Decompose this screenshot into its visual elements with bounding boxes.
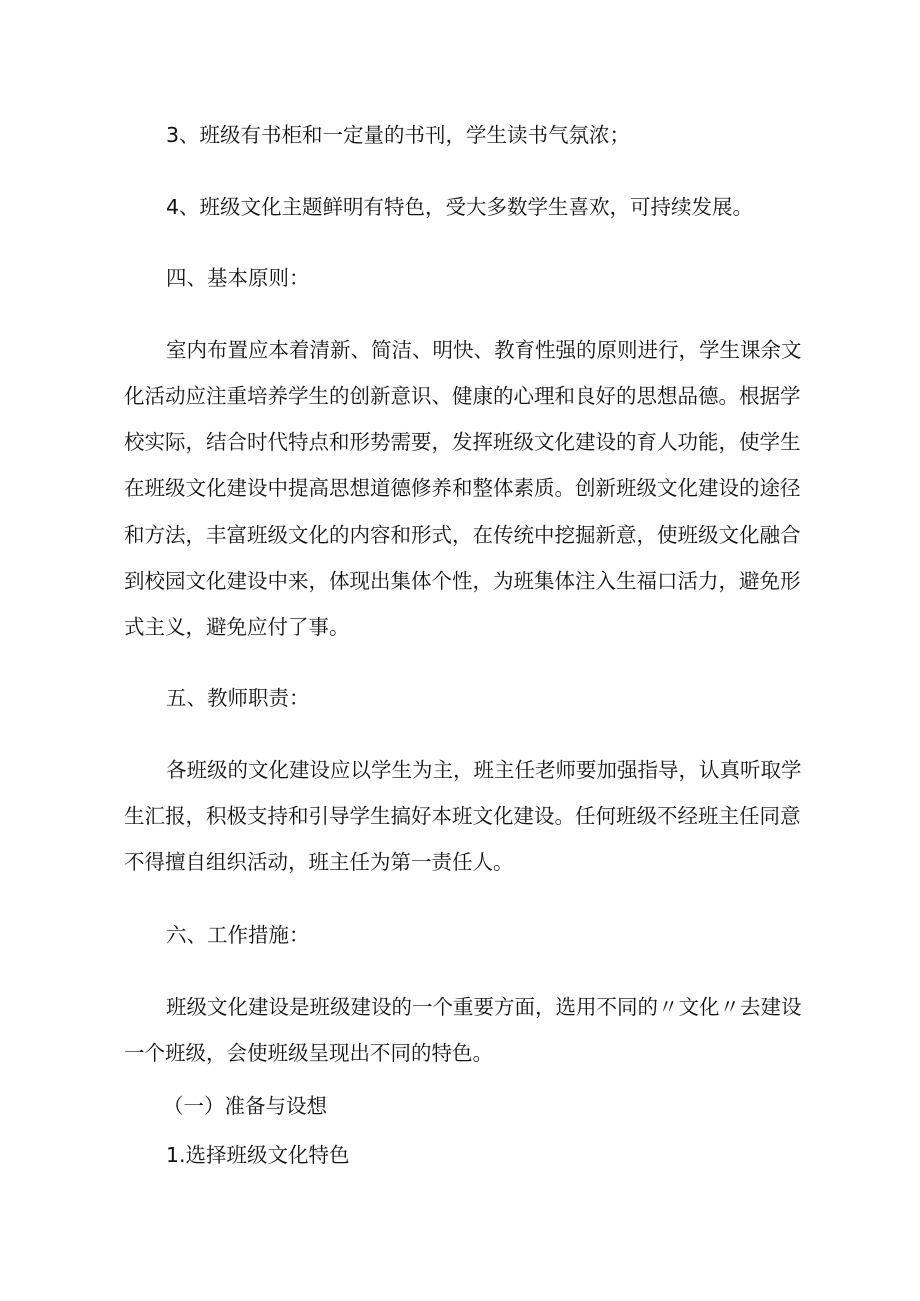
paragraph-principles-line: [124, 521, 801, 549]
list-item-4: 4、班级文化主题鲜明有特色，受大多数学生喜欢，可持续发展。: [166, 195, 754, 219]
section-heading-teacher-duties: 五、教师职责：: [166, 686, 310, 710]
section-heading-measures: 六、工作措施：: [166, 923, 310, 947]
paragraph-text: 各班级的文化建设应以学生为主，班主任老师要加强指导，认真听取学: [166, 758, 802, 782]
paragraph-text: 不得擅自组织活动，班主任为第一责任人。: [124, 850, 514, 874]
paragraph-principles-line: [124, 428, 801, 456]
paragraph-principles-line: [124, 382, 801, 410]
paragraph-principles-line: [124, 336, 802, 364]
paragraph-text: 式主义，避免应付了事。: [124, 615, 350, 639]
paragraph-principles-line: [124, 567, 801, 595]
paragraph-text: 化活动应注重培养学生的创新意识、健康的心理和良好的思想品德。根据学: [124, 384, 801, 408]
paragraph-text: 一个班级，会使班级呈现出不同的特色。: [124, 1041, 493, 1065]
paragraph-text: 生汇报，积极支持和引导学生搞好本班文化建设。任何班级不经班主任同意: [124, 804, 801, 828]
paragraph-text: 和方法，丰富班级文化的内容和形式，在传统中挖掘新意，使班级文化融合: [124, 523, 801, 547]
paragraph-principles-line: [124, 474, 801, 502]
paragraph-duties-line: [124, 756, 802, 784]
paragraph-text: 班级文化建设是班级建设的一个重要方面，选用不同的〃文化〃去建设: [166, 995, 802, 1019]
paragraph-principles-line: [124, 613, 350, 641]
paragraph-text: 室内布置应本着清新、简洁、明快、教育性强的原则进行，学生课余文: [166, 338, 802, 362]
paragraph-duties-line: [124, 802, 801, 830]
paragraph-text: 到校园文化建设中来，体现出集体个性，为班集体注入生福口活力，避免形: [124, 569, 801, 593]
sub-heading-preparation: （一）准备与设想: [163, 1094, 327, 1118]
paragraph-measures-line: [124, 1039, 493, 1067]
paragraph-text: 在班级文化建设中提高思想道德修养和整体素质。创新班级文化建设的途径: [124, 476, 801, 500]
section-heading-principles: 四、基本原则：: [166, 266, 310, 290]
paragraph-duties-line: [124, 848, 514, 876]
list-item-3: 3、班级有书柜和一定量的书刊，学生读书气氛浓；: [166, 123, 631, 147]
paragraph-measures-line: [124, 993, 802, 1021]
paragraph-text: 校实际，结合时代特点和形势需要，发挥班级文化建设的育人功能，使学生: [124, 430, 801, 454]
sub-item-select-class-culture: 1.选择班级文化特色: [166, 1143, 350, 1167]
